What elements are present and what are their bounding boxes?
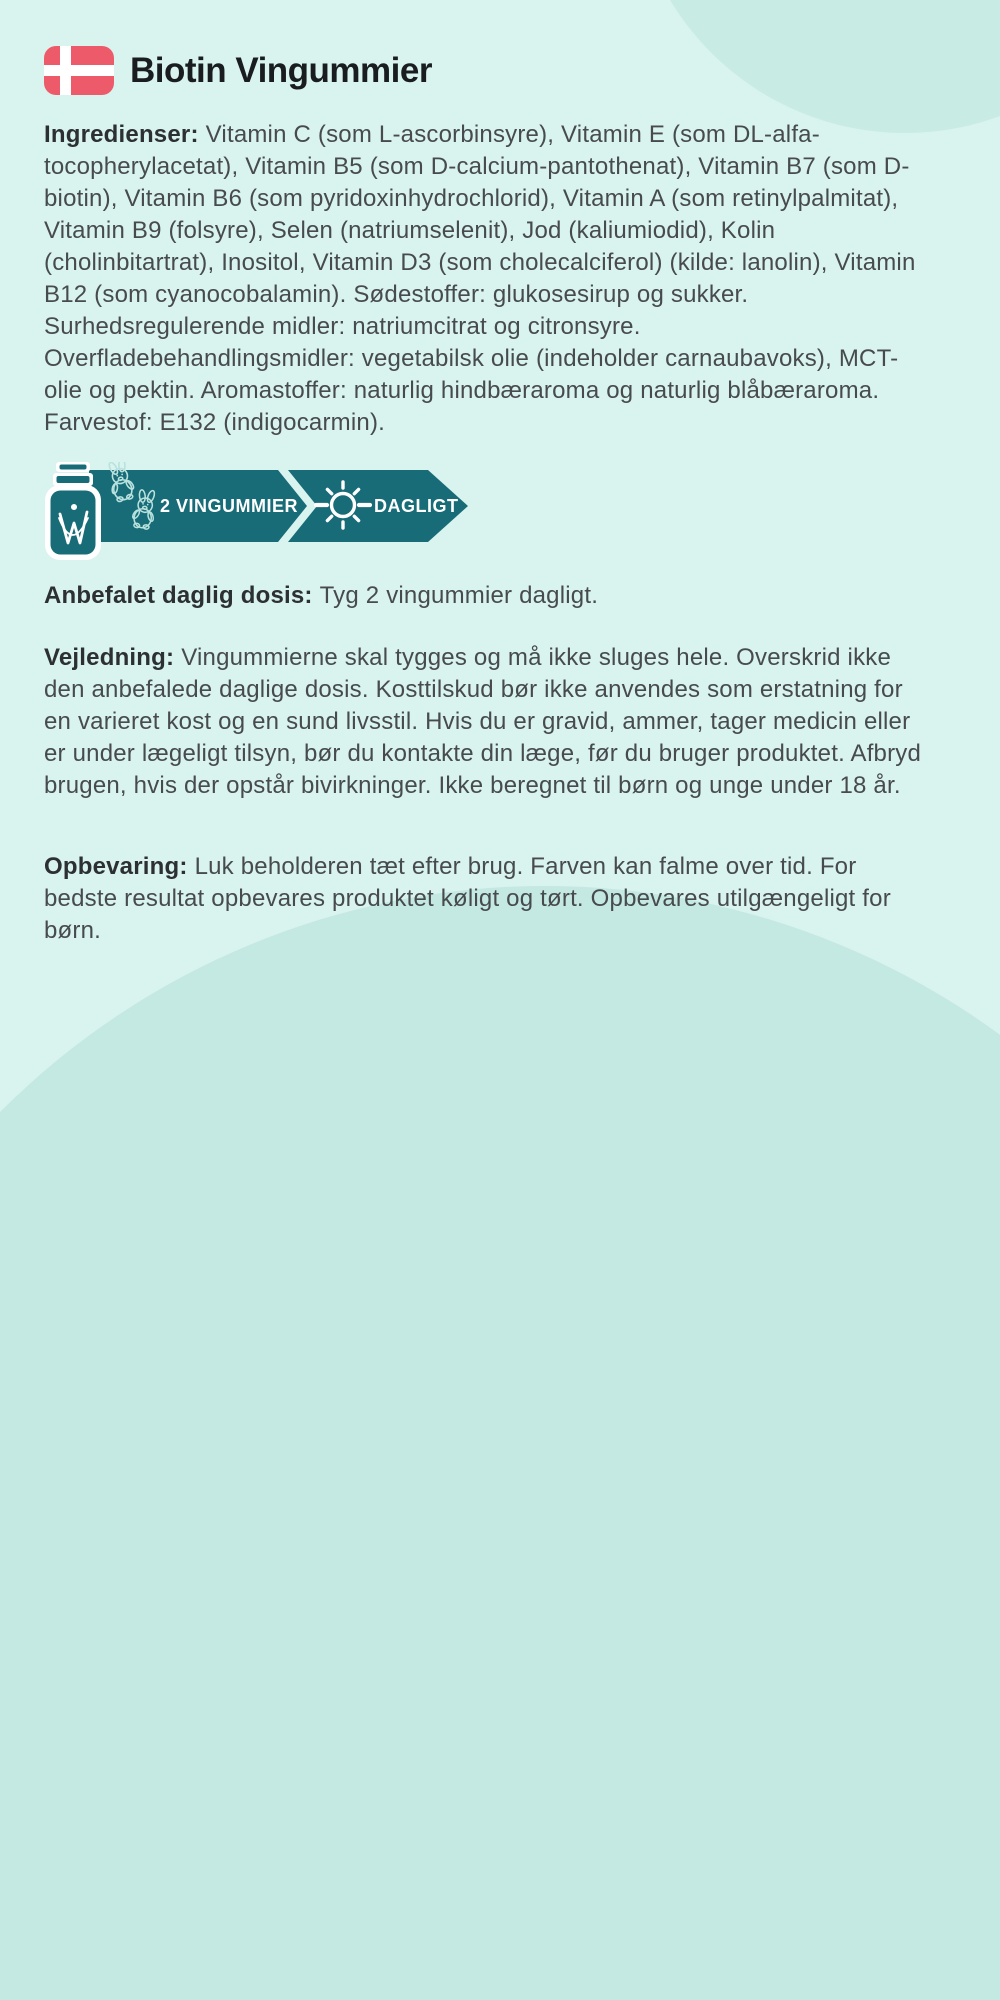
ingredients-paragraph — [44, 119, 924, 439]
header — [44, 46, 432, 95]
jar-icon — [45, 462, 101, 560]
storage-text: Luk beholderen tæt efter brug. Farven kan falme over tid. For bedste resultat opbevares produktet køligt og tørt. Opbevares utilgængeligt for børn. — [44, 853, 891, 944]
instructions-paragraph — [44, 642, 924, 802]
recommended-dose-text: Tyg 2 vingummier dagligt. — [319, 582, 599, 609]
storage-label: Opbevaring: — [44, 853, 188, 880]
storage-paragraph — [44, 851, 924, 947]
frequency-label: DAGLIGT — [374, 496, 459, 516]
recommended-dose-paragraph — [44, 580, 924, 612]
instructions-label: Vejledning: — [44, 644, 175, 671]
dosage-graphic — [44, 462, 484, 562]
instructions-text: Vingummierne skal tygges og må ikke sluges hele. Overskrid ikke den anbefalede daglige dosis. Kosttilskud bør ikke anvendes som erstatning for en varieret kost og en sund livsstil. Hvis du er gravid, ammer, tager medicin eller er under lægeligt tilsyn, bør du kontakte din læge, før du bruger produktet. Afbryd brugen, hvis der opstår bivirkninger. Ikke beregnet til børn og unge under 18 år. — [44, 644, 922, 799]
recommended-dose-label: Anbefalet daglig dosis: — [44, 582, 313, 609]
flag-cross-horizontal — [44, 65, 114, 76]
count-label: 2 VINGUMMIER — [160, 496, 299, 516]
denmark-flag-icon — [44, 46, 114, 95]
ingredients-label: Ingredienser: — [44, 121, 199, 148]
ingredients-text: Vitamin C (som L-ascorbinsyre), Vitamin E (som DL-alfa-tocopherylacetat), Vitamin B5 (som D-calcium-pantothenat), Vitamin B7 (som D-biotin), Vitamin B6 (som pyridoxinhydrochlorid), Vitamin A (som retinylpalmitat), Vitamin B9 (folsyre), Selen (natriumselenit), Jod (kaliumiodid), Kolin (cholinbitartrat), Inositol, Vitamin D3 (som cholecalciferol) (kilde: lanolin), Vitamin B12 (som cyanocobalamin). Sødestoffer: glukosesirup og sukker. Surhedsregulerende midler: natriumcitrat og citronsyre. Overfladebehandlingsmidler: vegetabilsk olie (indeholder carnaubavoks), MCT-olie og pektin. Aromastoffer: naturlig hindbæraroma og naturlig blåbæraroma. Farvestof: E132 (indigocarmin). — [44, 121, 916, 436]
decor-circle-bottom — [0, 886, 1000, 2000]
page-title: Biotin Vingummier — [130, 51, 432, 90]
